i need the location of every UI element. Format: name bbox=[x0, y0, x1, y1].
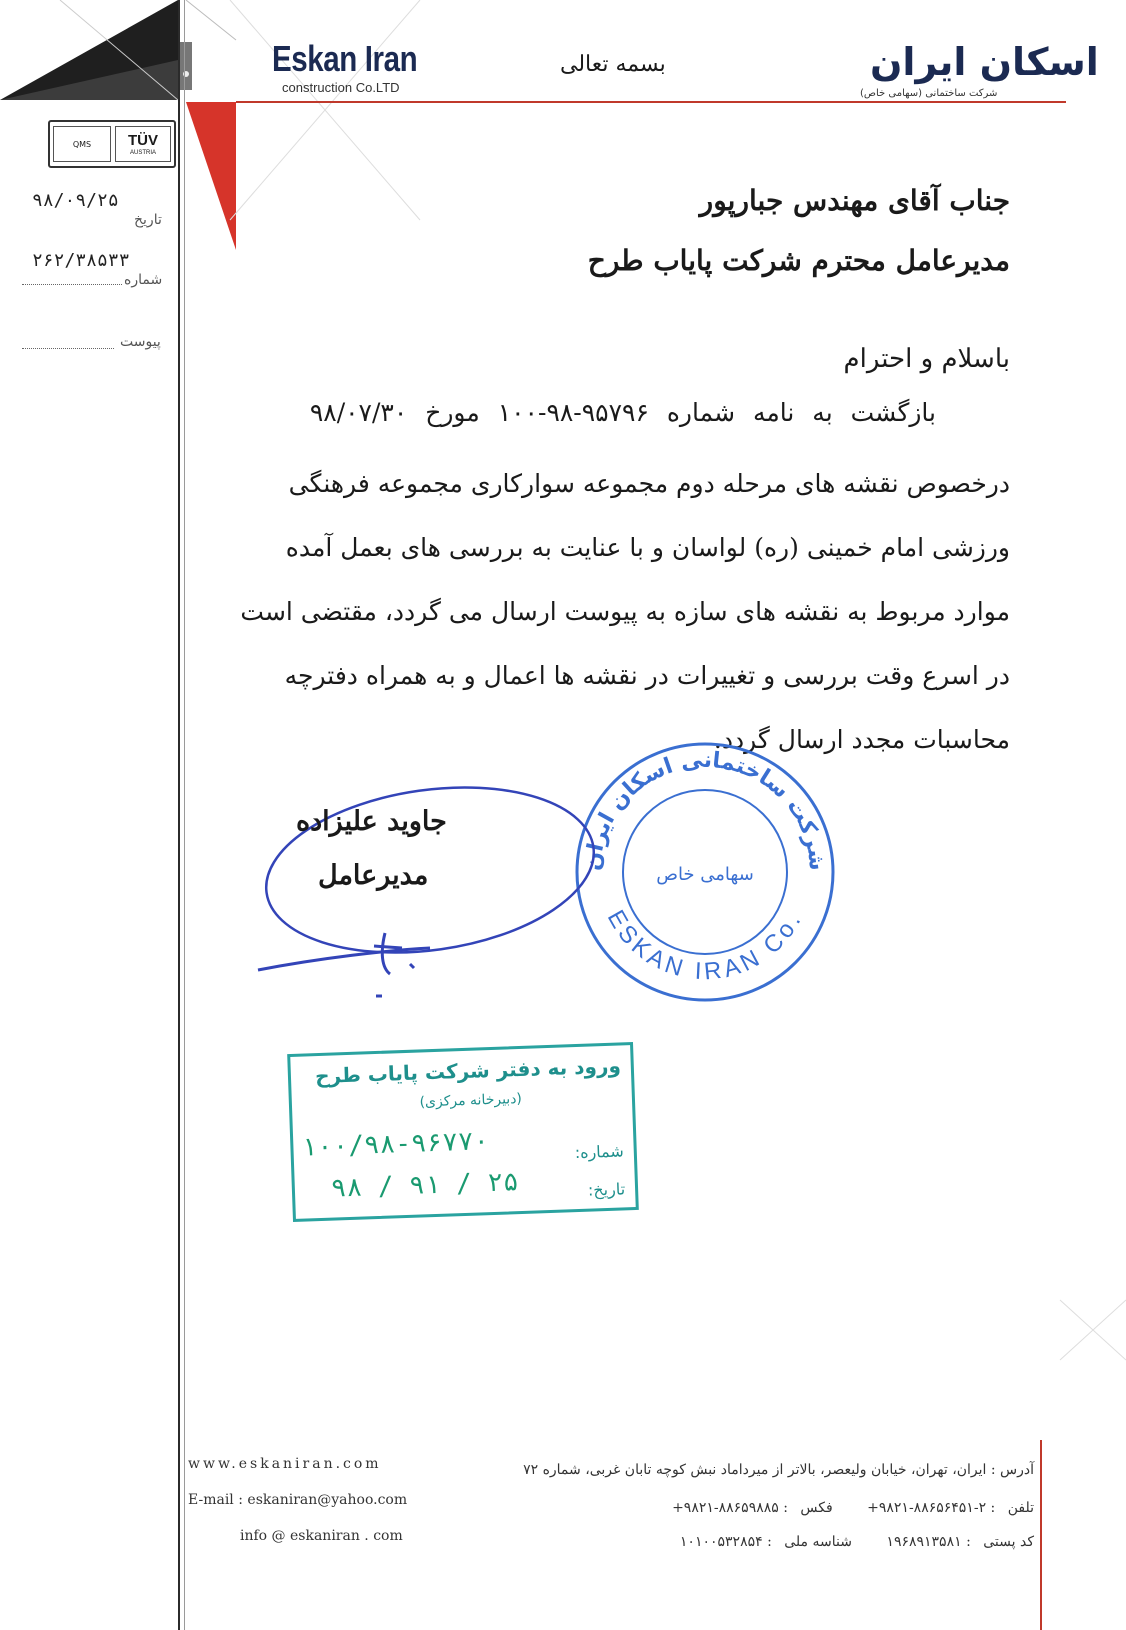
number-value: ۲۶۲/۳۸۵۳۳ bbox=[32, 250, 130, 271]
body-line: ورزشی امام خمینی (ره) لواسان و با عنایت به بررسی های بعمل آمده bbox=[285, 533, 1010, 562]
postal-value: : ۱۹۶۸۹۱۳۵۸۱ bbox=[886, 1534, 971, 1550]
date-label: تاریخ bbox=[134, 212, 162, 228]
number-label: شماره bbox=[124, 272, 163, 288]
receipt-number-value: ۱۰۰/۹۸-۹۶۷۷۰ bbox=[300, 1126, 490, 1163]
greeting: باسلام و احترام bbox=[843, 344, 1010, 374]
recipient-title: مدیرعامل محترم شرکت پایاب طرح bbox=[587, 244, 1010, 277]
footer-address: آدرس : ایران، تهران، خیابان ولیعصر، بالاتر از میرداماد نبش کوچه تابان غربی، شماره ۷۲ bbox=[523, 1462, 1034, 1478]
tuv-sub: AUSTRIA bbox=[129, 149, 156, 156]
seal-text-en: ESKAN IRAN Co. bbox=[601, 905, 809, 986]
receipt-date-label: تاریخ: bbox=[587, 1179, 626, 1200]
receipt-number-label: شماره: bbox=[574, 1141, 625, 1163]
certification-badge bbox=[48, 120, 176, 168]
signer-title: مدیرعامل bbox=[318, 860, 429, 891]
national-id-value: : ۱۰۱۰۰۵۳۲۸۵۴ bbox=[679, 1534, 772, 1550]
footer-email: E-mail : eskaniran@yahoo.com bbox=[188, 1492, 408, 1508]
attachment-label: پیوست bbox=[120, 334, 161, 350]
footer-info: info @ eskaniran . com bbox=[240, 1528, 403, 1544]
date-value: ۹۸/۰۹/۲۵ bbox=[32, 190, 119, 211]
svg-text:شرکت ساختمانی اسکان ایران bbox=[581, 747, 830, 871]
fax-label: فکس bbox=[800, 1500, 833, 1516]
seal-text-fa: شرکت ساختمانی اسکان ایران bbox=[580, 747, 830, 872]
header-rule bbox=[236, 101, 1066, 103]
signer-name: جاوید علیزاده bbox=[296, 806, 447, 837]
brand-name-fa: اسکان ایران bbox=[870, 40, 1099, 84]
attachment-dots bbox=[22, 348, 114, 349]
qms-logo: QMS bbox=[53, 126, 111, 162]
number-dots bbox=[22, 284, 122, 285]
receipt-date-value: ۹۸ / ۹۱ / ۲۵ bbox=[330, 1167, 520, 1204]
phone-value: : ۲-۸۸۶۵۶۴۵۱-۹۸۲۱+ bbox=[867, 1500, 996, 1516]
body-line: در اسرع وقت بررسی و تغییرات در نقشه ها اعمال و به همراه دفترچه bbox=[284, 661, 1010, 690]
left-rail bbox=[178, 0, 180, 1630]
body-line: درخصوص نقشه های مرحله دوم مجموعه سوارکاری مجموعه فرهنگی bbox=[288, 469, 1010, 498]
left-rail-inner bbox=[184, 0, 185, 1630]
receipt-stamp bbox=[287, 1042, 639, 1222]
fax-value: : ۸۸۶۵۹۸۸۵-۹۸۲۱+ bbox=[672, 1500, 788, 1516]
tuv-label: TÜV bbox=[128, 131, 158, 149]
brand-sub-fa: شرکت ساختمانی (سهامی خاص) bbox=[860, 88, 998, 99]
body-line: موارد مربوط به نقشه های سازه به پیوست ارسال می گردد، مقتضی است bbox=[240, 597, 1010, 626]
tuv-logo bbox=[115, 126, 171, 162]
footer-phone-row bbox=[672, 1500, 1034, 1516]
footer-postal-row bbox=[680, 1534, 1034, 1550]
footer-accent-line bbox=[1040, 1440, 1042, 1630]
phone-label: تلفن bbox=[1007, 1500, 1034, 1516]
seal-center-text: سهامی خاص bbox=[656, 864, 754, 885]
receipt-stamp-title: ورود به دفتر شرکت پایاب طرح bbox=[314, 1053, 622, 1089]
body-line: محاسبات مجدد ارسال گردد. bbox=[713, 725, 1010, 754]
bismillah: بسمه تعالی bbox=[560, 52, 666, 77]
brand-sub-en: construction Co.LTD bbox=[282, 80, 400, 95]
postal-label: کد پستی bbox=[983, 1534, 1034, 1550]
recipient-name: جناب آقای مهندس جبارپور bbox=[699, 184, 1010, 217]
brand-name-en: Eskan Iran bbox=[272, 38, 418, 79]
receipt-stamp-subtitle: (دبیرخانه مرکزی) bbox=[419, 1090, 523, 1111]
reference-line: بازگشت به نامه شماره ۹۵۷۹۶-۹۸-۱۰۰ مورخ ۹۸/۰۷/۳۰ bbox=[309, 398, 936, 427]
svg-text:ESKAN IRAN Co. bbox=[602, 906, 808, 986]
footer-website: www.eskaniran.com bbox=[188, 1456, 382, 1472]
national-id-label: شناسه ملی bbox=[784, 1534, 852, 1550]
